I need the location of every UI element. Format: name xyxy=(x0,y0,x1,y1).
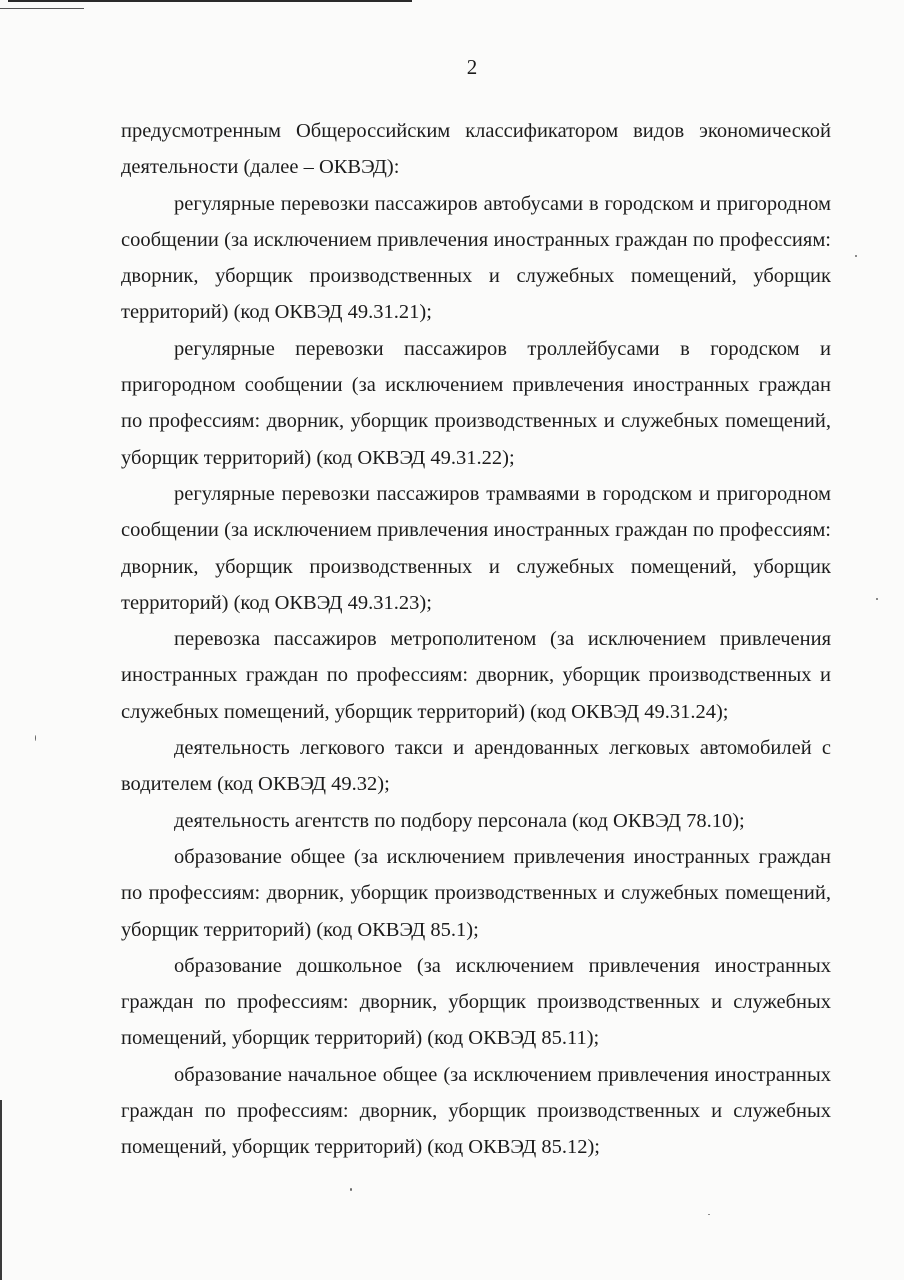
document-body xyxy=(121,113,831,1166)
scan-speck xyxy=(708,1214,710,1215)
paragraph-tram-transport: регулярные перевозки пассажиров трамваями в городском и пригородном сообщении (за исключением привлечения иностранных граждан по профессиям: дворник, уборщик производственных и служебных помещений, уборщик территорий) (код ОКВЭД 49.31.23); xyxy=(121,482,831,614)
paragraph-general-education: образование общее (за исключением привлечения иностранных граждан по профессиям: дворник, уборщик производственных и служебных помещений, уборщик территорий) (код ОКВЭД 85.1); xyxy=(121,845,831,941)
page-number: 2 xyxy=(466,55,478,79)
scan-speck xyxy=(876,598,878,600)
paragraph-preschool-education: образование дошкольное (за исключением привлечения иностранных граждан по профессиям: дворник, уборщик производственных и служебных помещений, уборщик территорий) (код ОКВЭД 85.11); xyxy=(121,954,831,1050)
scan-edge-top xyxy=(8,0,412,2)
paragraph-primary-education: образование начальное общее (за исключением привлечения иностранных граждан по профессиям: дворник, уборщик производственных и служебных помещений, уборщик территорий) (код ОКВЭД 85.12); xyxy=(121,1063,831,1159)
paragraph-intro-continuation: предусмотренным Общероссийским классификатором видов экономической деятельности (далее – ОКВЭД): xyxy=(121,120,831,179)
paragraph-trolleybus-transport: регулярные перевозки пассажиров троллейбусами в городском и пригородном сообщении (за исключением привлечения иностранных граждан по профессиям: дворник, уборщик производственных и служебных помещений, уборщик территорий) (код ОКВЭД 49.31.22); xyxy=(121,337,831,469)
scan-speck xyxy=(855,255,857,257)
scan-edge-left xyxy=(0,1100,2,1280)
scan-edge-top-short xyxy=(0,8,84,9)
paragraph-bus-transport: регулярные перевозки пассажиров автобусами в городском и пригородном сообщении (за исключением привлечения иностранных граждан по профессиям: дворник, уборщик производственных и служебных помещений, уборщик территорий) (код ОКВЭД 49.31.21); xyxy=(121,192,831,324)
paragraph-recruitment-agencies: деятельность агентств по подбору персонала (код ОКВЭД 78.10); xyxy=(174,809,745,832)
paragraph-metro-transport: перевозка пассажиров метрополитеном (за исключением привлечения иностранных граждан по профессиям: дворник, уборщик производственных и служебных помещений, уборщик территорий) (код ОКВЭД 49.31.24); xyxy=(121,628,831,723)
paragraph-taxi: деятельность легкового такси и арендованных легковых автомобилей с водителем (код ОКВЭД 49.32); xyxy=(121,737,831,796)
scan-speck xyxy=(350,1188,352,1191)
scan-speck xyxy=(35,735,36,741)
